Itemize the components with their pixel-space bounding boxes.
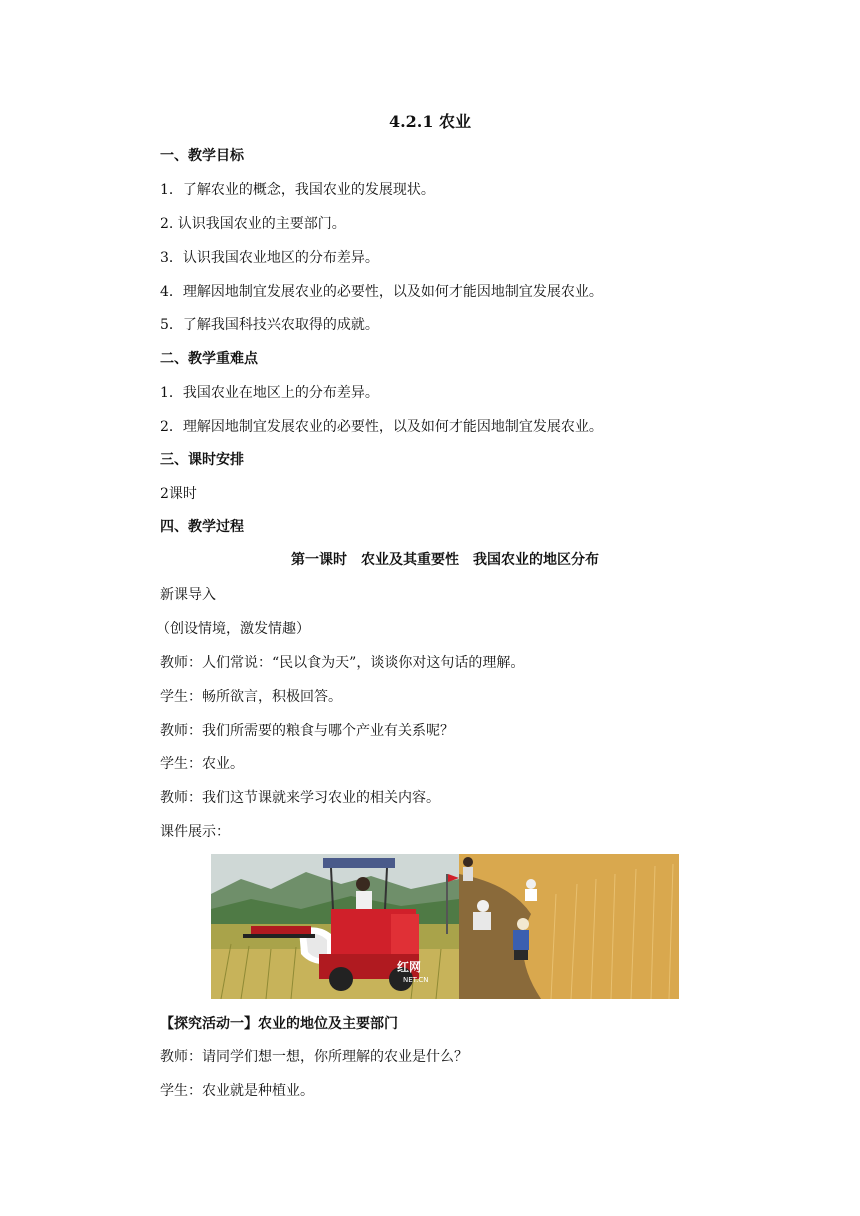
objective-item: 2. 认识我国农业的主要部门。	[160, 216, 346, 232]
section-heading-key-points: 二、教学重难点	[160, 351, 258, 367]
section-heading-process: 四、教学过程	[160, 519, 244, 535]
agriculture-photo	[211, 854, 679, 999]
process-line: 教师：人们常说：“民以食为天”，谈谈你对这句话的理解。	[160, 655, 525, 671]
watermark-subtext: NET.CN	[403, 976, 429, 984]
process-line: 教师：我们这节课就来学习农业的相关内容。	[160, 790, 440, 806]
lesson-title: 第一课时 农业及其重要性 我国农业的地区分布	[291, 552, 599, 568]
objective-item: 4．理解因地制宜发展农业的必要性，以及如何才能因地制宜发展农业。	[160, 284, 603, 300]
page-title: 4.2.1 农业	[388, 112, 472, 131]
process-line: 教师：我们所需要的粮食与哪个产业有关系呢？	[160, 723, 454, 739]
process-line: 新课导入	[160, 587, 216, 603]
process-line: （创设情境，激发情趣）	[156, 621, 310, 637]
activity-line: 教师：请同学们想一想，你所理解的农业是什么？	[160, 1049, 468, 1065]
process-line: 学生：农业。	[160, 756, 244, 772]
schedule-text: 2课时	[160, 486, 197, 502]
process-line: 学生：畅所欲言，积极回答。	[160, 689, 342, 705]
process-line: 课件展示：	[160, 824, 230, 840]
objective-item: 5．了解我国科技兴农取得的成就。	[160, 317, 379, 333]
objective-item: 1．了解农业的概念，我国农业的发展现状。	[160, 182, 435, 198]
harvest-illustration	[211, 854, 679, 999]
watermark-logo: 红网	[397, 960, 422, 974]
activity-title: 【探究活动一】农业的地位及主要部门	[160, 1016, 398, 1032]
activity-line: 学生：农业就是种植业。	[160, 1083, 314, 1099]
section-heading-objectives: 一、教学目标	[160, 148, 244, 164]
key-point-item: 2．理解因地制宜发展农业的必要性，以及如何才能因地制宜发展农业。	[160, 419, 603, 435]
key-point-item: 1．我国农业在地区上的分布差异。	[160, 385, 379, 401]
section-heading-schedule: 三、课时安排	[160, 452, 244, 468]
objective-item: 3．认识我国农业地区的分布差异。	[160, 250, 379, 266]
